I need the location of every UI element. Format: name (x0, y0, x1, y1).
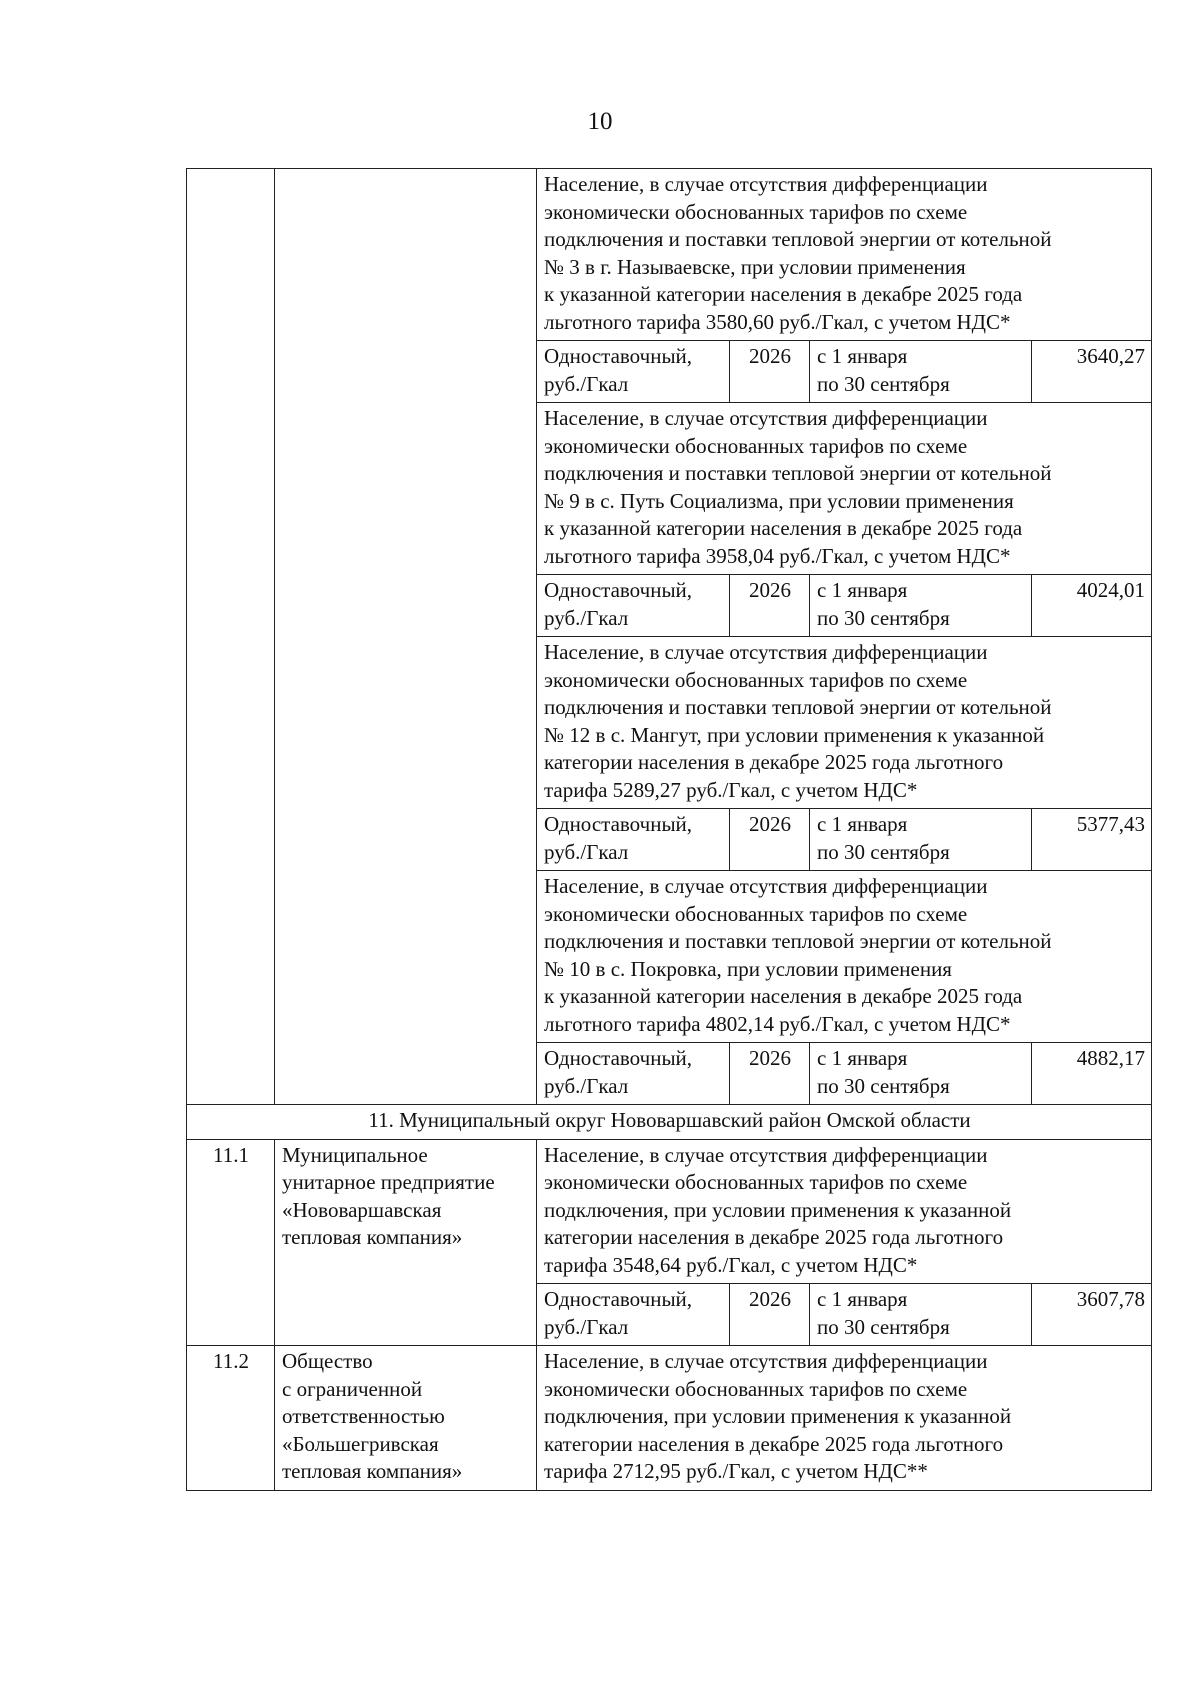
tariff-value-cell: 5377,43 (1032, 809, 1152, 871)
tariff-value-cell: 4024,01 (1032, 575, 1152, 637)
organization-name: Общество с ограниченной ответственностью «Большегривская тепловая компания» (275, 1346, 537, 1491)
organization-cell (275, 169, 537, 1105)
period-cell: с 1 января по 30 сентября (810, 809, 1032, 871)
page-number: 10 (587, 108, 613, 135)
tariff-type-cell: Одноставочный, руб./Гкал (537, 809, 730, 871)
table-row (187, 1139, 1152, 1284)
entry-number: 11.2 (187, 1346, 275, 1491)
tariff-table (186, 168, 1152, 1491)
period-cell: с 1 января по 30 сентября (810, 1043, 1032, 1105)
entry-number: 11.1 (187, 1139, 275, 1346)
consumer-description-cell: Население, в случае отсутствия дифференциации экономически обоснованных тарифов по схеме подключения и поставки тепловой энергии от котельной № 9 в с. Путь Социализма, при условии применения к указанной категории населения в декабре 2025 года льготного тарифа 3958,04 руб./Гкал, с учетом НДС* (537, 403, 1152, 575)
section-heading-row (187, 1105, 1152, 1140)
table-row (187, 1346, 1152, 1491)
tariff-value-cell: 4882,17 (1032, 1043, 1152, 1105)
organization-name: Муниципальное унитарное предприятие «Нововаршавская тепловая компания» (275, 1139, 537, 1346)
period-cell: с 1 января по 30 сентября (810, 1284, 1032, 1346)
period-cell: с 1 января по 30 сентября (810, 575, 1032, 637)
table-row (187, 169, 1152, 341)
number-cell (187, 169, 275, 1105)
year-cell: 2026 (730, 575, 810, 637)
consumer-description-cell: Население, в случае отсутствия дифференциации экономически обоснованных тарифов по схеме подключения и поставки тепловой энергии от котельной № 12 в с. Мангут, при условии применения к указанной категории населения в декабре 2025 года льготного тарифа 5289,27 руб./Гкал, с учетом НДС* (537, 637, 1152, 809)
consumer-description-cell: Население, в случае отсутствия дифференциации экономически обоснованных тарифов по схеме подключения, при условии применения к указанной категории населения в декабре 2025 года льготного тарифа 3548,64 руб./Гкал, с учетом НДС* (537, 1139, 1152, 1284)
period-cell: с 1 января по 30 сентября (810, 341, 1032, 403)
year-cell: 2026 (730, 1284, 810, 1346)
consumer-description-cell: Население, в случае отсутствия дифференциации экономически обоснованных тарифов по схеме подключения и поставки тепловой энергии от котельной № 3 в г. Называевске, при условии применения к указанной категории населения в декабре 2025 года льготного тарифа 3580,60 руб./Гкал, с учетом НДС* (537, 169, 1152, 341)
tariff-type-cell: Одноставочный, руб./Гкал (537, 1043, 730, 1105)
consumer-description-cell: Население, в случае отсутствия дифференциации экономически обоснованных тарифов по схеме подключения, при условии применения к указанной категории населения в декабре 2025 года льготного тарифа 2712,95 руб./Гкал, с учетом НДС** (537, 1346, 1152, 1491)
section-heading: 11. Муниципальный округ Нововаршавский район Омской области (187, 1105, 1152, 1140)
tariff-value-cell: 3640,27 (1032, 341, 1152, 403)
year-cell: 2026 (730, 1043, 810, 1105)
year-cell: 2026 (730, 809, 810, 871)
tariff-type-cell: Одноставочный, руб./Гкал (537, 1284, 730, 1346)
consumer-description-cell: Население, в случае отсутствия дифференциации экономически обоснованных тарифов по схеме подключения и поставки тепловой энергии от котельной № 10 в с. Покровка, при условии применения к указанной категории населения в декабре 2025 года льготного тарифа 4802,14 руб./Гкал, с учетом НДС* (537, 871, 1152, 1043)
tariff-type-cell: Одноставочный, руб./Гкал (537, 341, 730, 403)
year-cell: 2026 (730, 341, 810, 403)
tariff-type-cell: Одноставочный, руб./Гкал (537, 575, 730, 637)
tariff-value-cell: 3607,78 (1032, 1284, 1152, 1346)
